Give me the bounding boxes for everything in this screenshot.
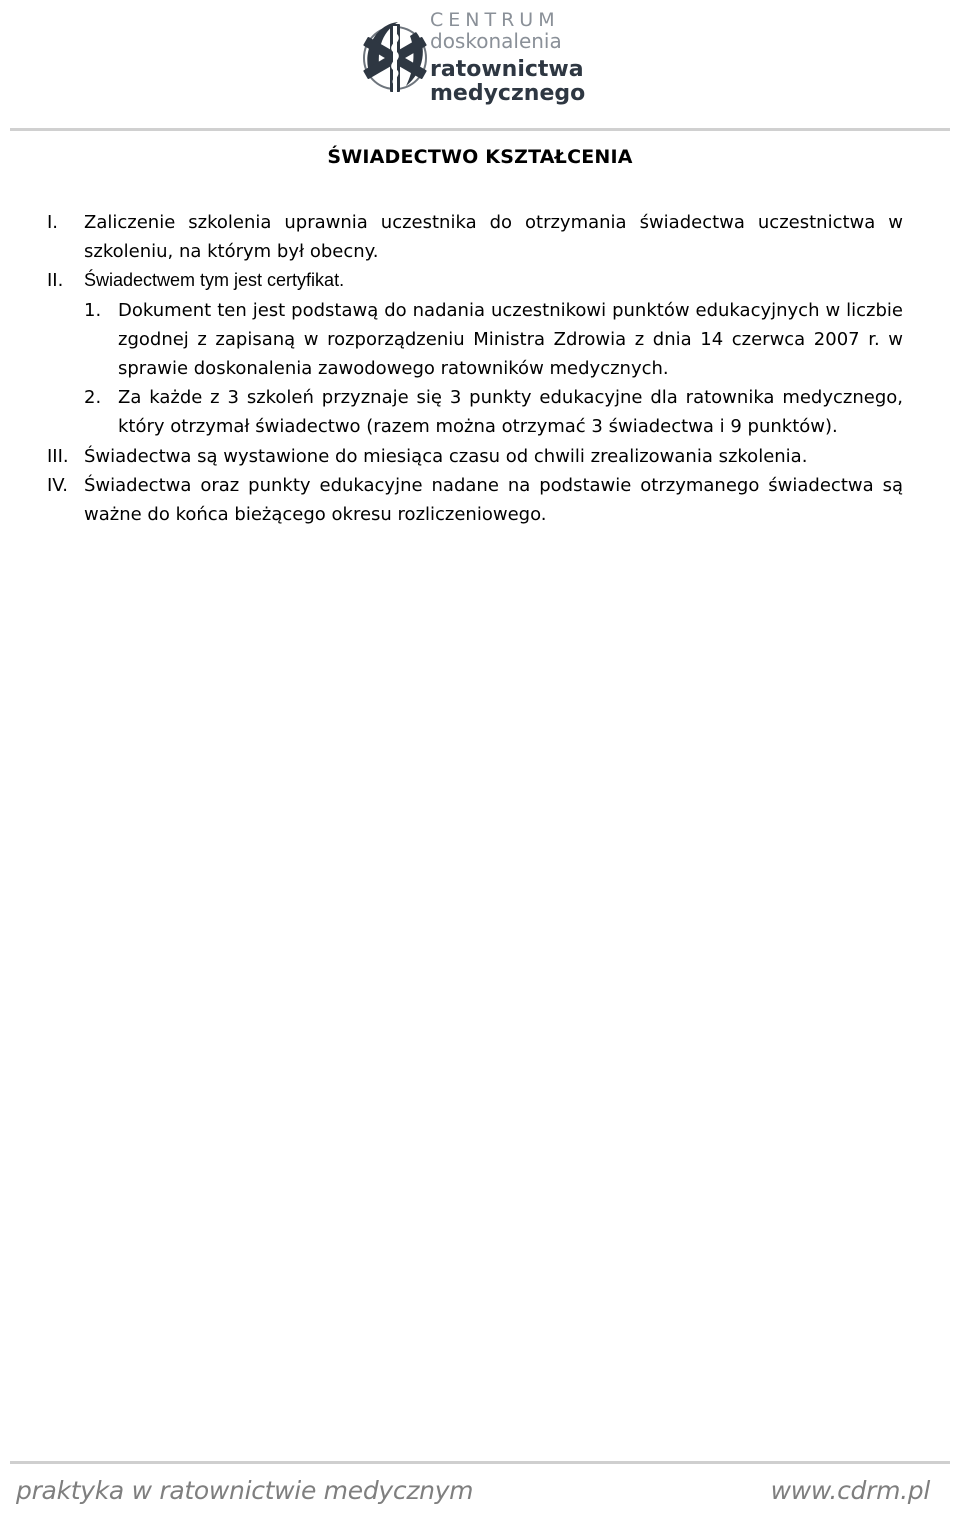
clause-text: Zaliczenie szkolenia uprawnia uczestnika do otrzymania świadectwa uczestnictwa w szkoleniu, na którym był obecny. [84,212,903,263]
subclause-1 [47,296,903,384]
clause-ii [47,266,903,295]
document-body [47,208,903,529]
clause-number: I. [47,212,59,233]
clause-number: IV. [47,474,69,496]
subclause-2 [47,383,903,441]
footer-tagline: praktyka w ratownictwie medycznym [16,1476,474,1505]
logo-ratownictwa-text: ratownictwa [430,57,584,82]
clause-i [47,208,903,266]
clause-number: II. [47,270,64,292]
clause-text: Świadectwem tym jest certyfikat. [84,270,345,291]
logo-medycznego-text: medycznego [430,81,586,106]
subclause-text: Dokument ten jest podstawą do nadania uczestnikowi punktów edukacyjnych w liczbie zgodnej z zapisaną w rozporządzeniu Ministra Zdrowia z dnia 14 czerwca 2007 r. w sprawie doskonalenia zawodowego ratowników medycznych. [118,299,903,380]
clause-text: Świadectwa oraz punkty edukacyjne nadane na podstawie otrzymanego świadectwa są ważne do końca bieżącego okresu rozliczeniowego. [84,474,903,526]
clause-text: Świadectwa są wystawione do miesiąca czasu od chwili zrealizowania szkolenia. [84,445,808,467]
logo-doskonalenia-text: doskonalenia [430,29,562,53]
subclause-number: 1. [84,299,102,321]
organization-logo [362,6,594,110]
header-divider [10,128,950,131]
footer-website: www.cdrm.pl [770,1476,930,1505]
clause-number: III. [47,445,69,467]
clause-iii [47,442,903,471]
logo-centrum-text: CENTRUM [430,9,560,31]
subclause-text: Za każde z 3 szkoleń przyznaje się 3 punkty edukacyjne dla ratownika medycznego, który otrzymał świadectwo (razem można otrzymać 3 świadectwa i 9 punktów). [118,387,903,438]
document-title: ŚWIADECTWO KSZTAŁCENIA [327,146,633,168]
star-of-life-icon [362,6,594,110]
footer-divider [10,1461,950,1464]
clause-iv [47,471,903,529]
subclause-number: 2. [84,387,102,409]
